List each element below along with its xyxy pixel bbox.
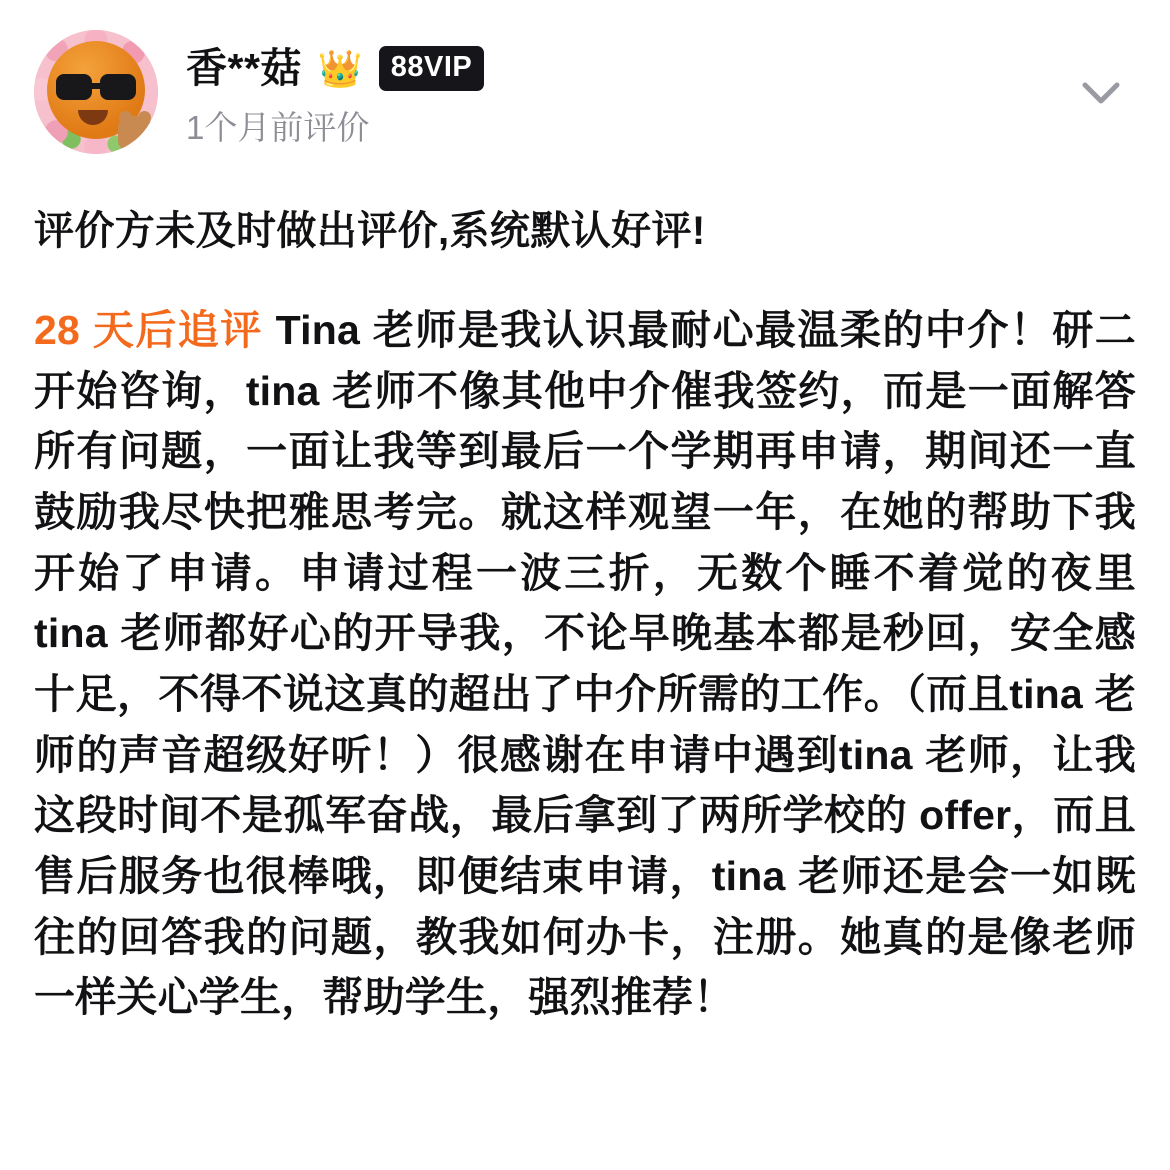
review-header [34,30,1136,180]
user-info [186,30,484,144]
sunglasses-icon [52,74,140,100]
followup-text: Tina 老师是我认识最耐心最温柔的中介！研二开始咨询，tina 老师不像其他中介催我签约，而是一面解答所有问题，一面让我等到最后一个学期再申请，期间还一直鼓励我尽快把雅思考完。就这样观望一年，在她的帮助下我开始了申请。申请过程一波三折，无数个睡不着觉的夜里 tina 老师都好心的开导我，不论早晚基本都是秒回，安全感十足，不得不说这真的超出了中介所需的工作。（而且tina 老师的声音超级好听！）很感谢在申请中遇到tina 老师，让我这段时间不是孤军奋战，最后拿到了两所学校的 offer，而且售后服务也很棒哦，即便结束申请，tina 老师还是会一如既往的回答我的问题，教我如何办卡，注册。她真的是像老师一样关心学生，帮助学生，强烈推荐！ [34,307,1136,1021]
username-row [186,46,484,91]
crown-icon: 👑 [317,47,363,89]
avatar[interactable] [34,30,158,154]
review-timestamp: 1个月前评价 [186,109,370,146]
initial-comment: 评价方未及时做出评价,系统默认好评! [34,209,706,253]
chevron-down-icon[interactable] [1074,66,1128,120]
followup-comment [34,300,1136,1028]
review-body [34,202,1136,1028]
followup-tag: 28 天后追评 [34,307,263,353]
teddy-bear-icon [118,116,152,152]
username: 香**菇 [186,45,302,91]
status-badge: 88VIP [379,46,485,91]
